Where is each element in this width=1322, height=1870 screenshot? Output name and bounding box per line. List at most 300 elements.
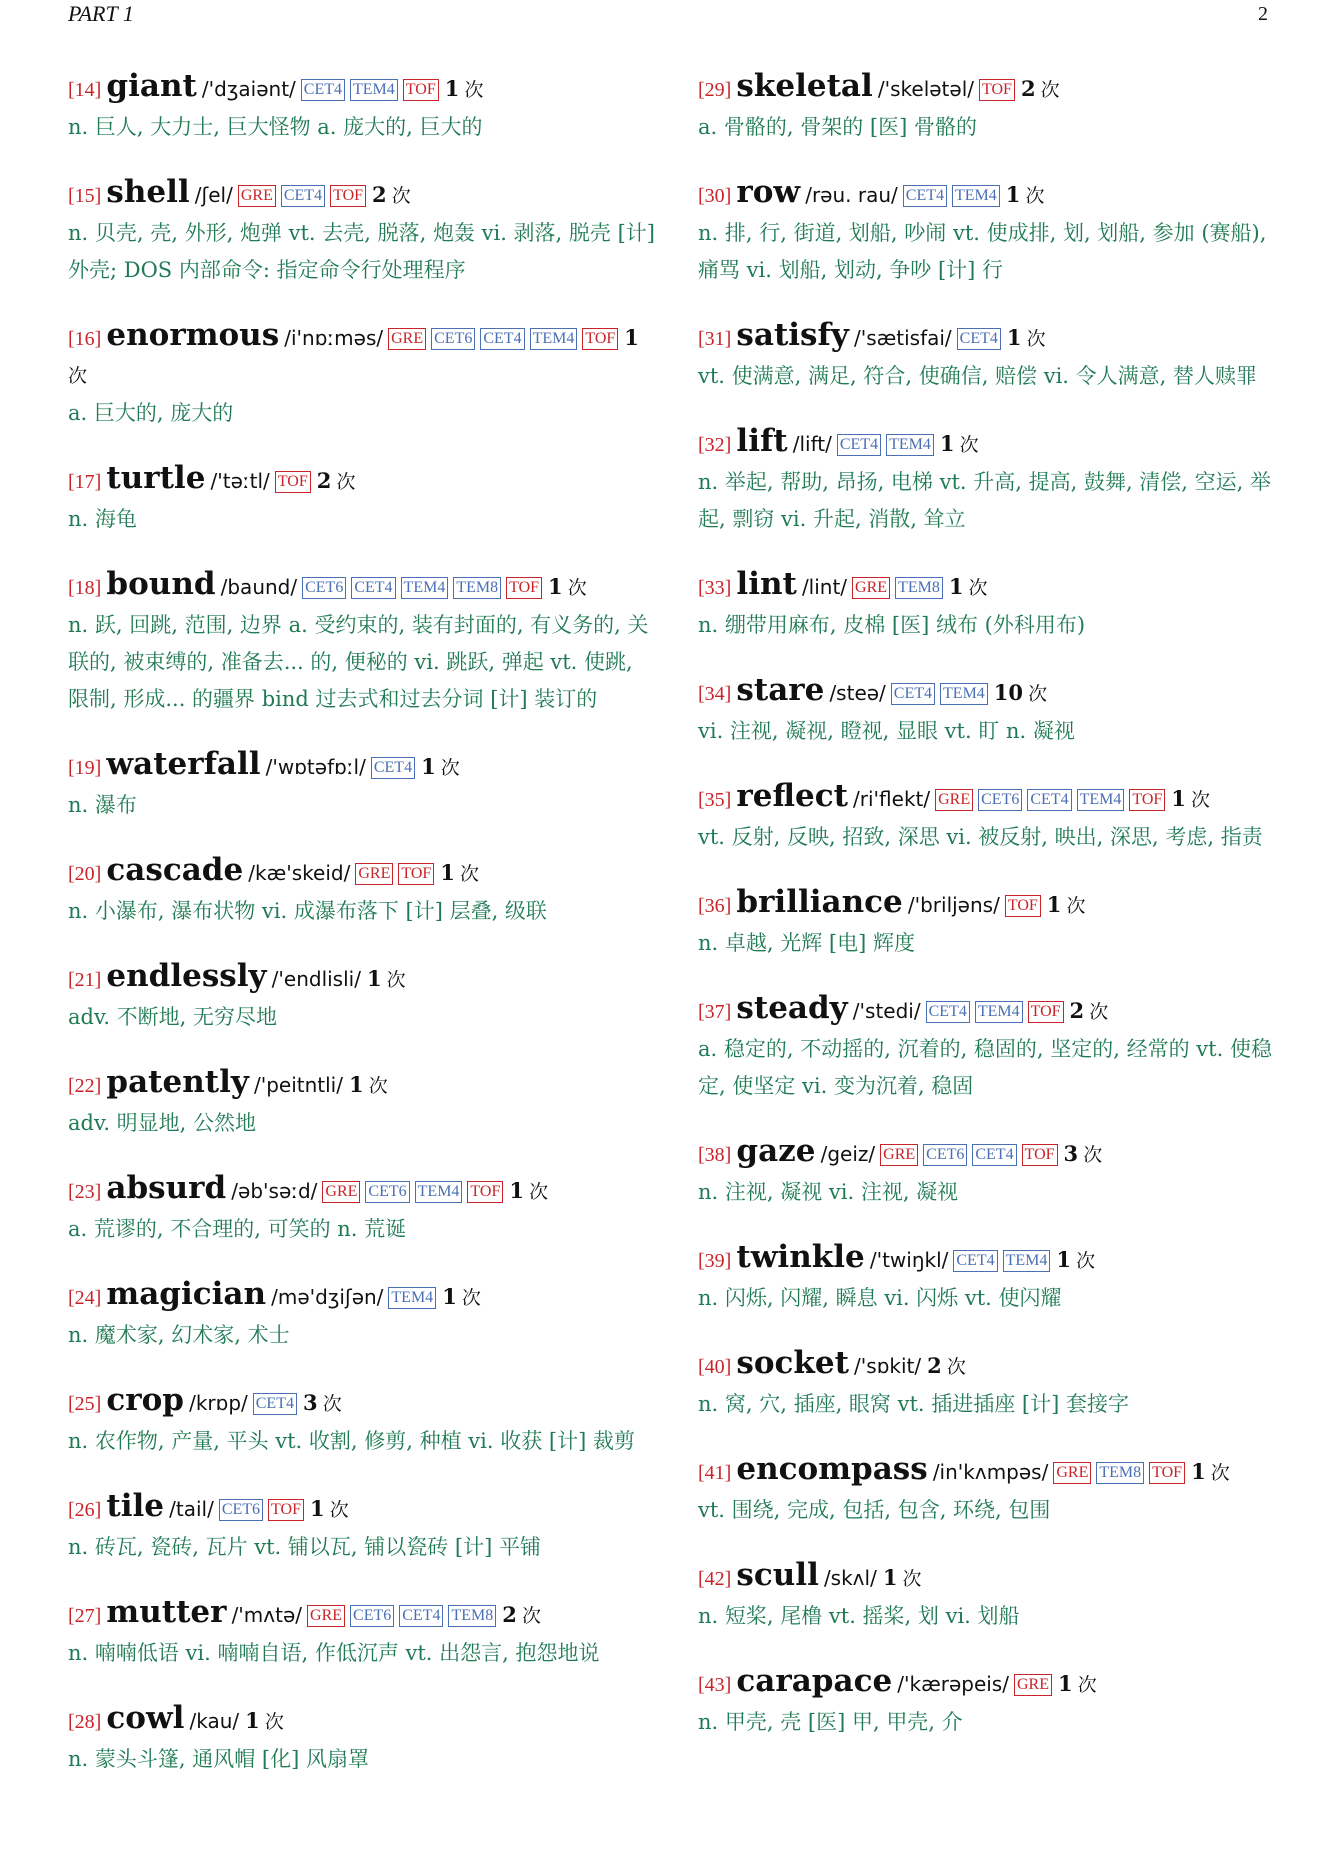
entry-headline [68,68,658,109]
entry-headline [698,1451,1278,1492]
entry-headline [698,317,1278,358]
definition: n. 甲壳, 壳 [医] 甲, 甲壳, 介 [698,1710,963,1734]
headword: stare [736,672,825,708]
exam-tag: GRE [852,577,890,599]
occurrence-count: 1 [366,966,382,991]
exam-tag: TEM4 [415,1181,463,1203]
occurrence-count: 1 [1006,325,1022,350]
vocab-entry [68,460,658,538]
entry-number: [42] [698,1568,732,1590]
vocab-entry [698,423,1278,538]
phonetic: /in'kʌmpəs/ [932,1460,1049,1484]
vocab-entry [698,884,1278,962]
exam-tag: CET4 [953,1250,997,1272]
exam-tag: CET4 [480,328,524,350]
occurrence-count: 1 [882,1565,898,1590]
exam-tag: TEM4 [886,434,934,456]
headword: cascade [106,852,244,888]
occurrence-count: 2 [372,182,387,207]
definition: adv. 不断地, 无穷尽地 [68,1005,278,1029]
exam-tag: CET4 [891,683,935,705]
entry-number: [15] [68,185,102,207]
entry-number: [35] [698,789,732,811]
headword: lift [736,423,788,459]
entry-headline [698,1663,1278,1704]
headword: magician [106,1276,267,1312]
count-unit: 次 [1210,1462,1230,1484]
headword: carapace [736,1663,893,1699]
count-unit: 次 [391,185,411,207]
count-unit: 次 [464,79,484,101]
phonetic: /mə'dʒiʃən/ [271,1285,384,1309]
headword: scull [736,1557,819,1593]
exam-tag: CET6 [978,789,1022,811]
vocab-entry [698,1557,1278,1635]
headword: lint [736,566,797,602]
page-header [68,0,1268,32]
headword: bound [106,566,216,602]
entry-number: [23] [68,1181,102,1203]
exam-tag: CET6 [219,1499,263,1521]
definition: adv. 明显地, 公然地 [68,1111,257,1135]
entry-number: [26] [68,1499,102,1521]
definition: n. 蒙头斗篷, 通风帽 [化] 风扇罩 [68,1747,369,1771]
entry-headline [68,852,658,893]
exam-tag: GRE [1014,1674,1052,1696]
count-unit: 次 [460,863,480,885]
count-unit: 次 [329,1499,349,1521]
entry-number: [38] [698,1144,732,1166]
headword: crop [106,1382,184,1418]
occurrence-count: 10 [993,680,1024,705]
definition: vt. 使满意, 满足, 符合, 使确信, 赔偿 vi. 令人满意, 替人赎罪 [698,364,1258,388]
vocab-entry [68,958,658,1036]
occurrence-count: 1 [442,1284,457,1309]
occurrence-count: 3 [1063,1141,1079,1166]
exam-tag: CET6 [431,328,475,350]
definition: n. 短桨, 尾橹 vt. 摇桨, 划 vi. 划船 [698,1604,1020,1628]
count-unit: 次 [1076,1250,1096,1272]
definition: n. 跃, 回跳, 范围, 边界 a. 受约束的, 装有封面的, 有义务的, 关联的, 被束缚的, 准备去... 的, 便秘的 vi. 跳跃, 弹起 vt. 使跳, 限制, 形成... 的疆界 bind 过去式和过去分词 [计] 装订的 [68,613,649,711]
entry-number: [30] [698,185,732,207]
entry-headline [68,1700,658,1741]
occurrence-count: 1 [1191,1459,1206,1484]
phonetic: /'stedi/ [852,999,921,1023]
phonetic: /ʃel/ [194,183,233,207]
headword: reflect [736,778,848,814]
right-column [698,68,1278,1769]
entry-number: [19] [68,757,102,779]
definition: n. 排, 行, 街道, 划船, 吵闹 vt. 使成排, 划, 划船, 参加 (赛船), 痛骂 vi. 划船, 划动, 争吵 [计] 行 [698,221,1267,282]
headword: shell [106,174,190,210]
definition: vt. 围绕, 完成, 包括, 包含, 环绕, 包围 [698,1498,1051,1522]
part-label: PART 1 [68,1,134,26]
exam-tag: GRE [880,1144,918,1166]
exam-tag: TEM8 [453,577,501,599]
count-unit: 次 [902,1568,922,1590]
count-unit: 次 [1025,185,1045,207]
exam-tag: TOF [268,1499,304,1521]
entry-headline [698,884,1278,925]
headword: patently [106,1064,249,1100]
entry-headline [68,746,658,787]
count-unit: 次 [440,757,460,779]
entry-headline [68,1170,658,1211]
vocab-entry [698,1345,1278,1423]
phonetic: /'wɒtəfɒːl/ [265,755,366,779]
occurrence-count: 1 [348,1072,364,1097]
headword: waterfall [106,746,261,782]
entry-headline [698,672,1278,713]
phonetic: /'sɒkit/ [854,1354,922,1378]
headword: mutter [106,1594,227,1630]
vocab-entry [698,174,1278,289]
occurrence-count: 1 [509,1178,524,1203]
exam-tag: CET6 [923,1144,967,1166]
entry-headline [68,174,658,215]
count-unit: 次 [386,969,406,991]
entry-headline [698,423,1278,464]
phonetic: /'sætisfai/ [853,326,952,350]
occurrence-count: 2 [1020,76,1036,101]
count-unit: 次 [968,577,988,599]
headword: enormous [106,317,280,353]
exam-tag: TEM4 [401,577,449,599]
phonetic: /'twiŋkl/ [869,1248,949,1272]
definition: n. 巨人, 大力士, 巨大怪物 a. 庞大的, 巨大的 [68,115,483,139]
definition: a. 荒谬的, 不合理的, 可笑的 n. 荒诞 [68,1217,407,1241]
exam-tag: GRE [388,328,426,350]
entry-headline [698,990,1278,1031]
definition: a. 巨大的, 庞大的 [68,401,234,425]
exam-tag: CET4 [903,185,947,207]
vocab-entry [68,1700,658,1778]
definition: n. 喃喃低语 vi. 喃喃自语, 作低沉声 vt. 出怨言, 抱怨地说 [68,1641,600,1665]
entry-number: [39] [698,1250,732,1272]
entry-number: [27] [68,1605,102,1627]
phonetic: /kau/ [189,1709,240,1733]
entry-number: [22] [68,1075,102,1097]
phonetic: /i'nɒːməs/ [284,326,384,350]
entry-headline [68,317,658,395]
count-unit: 次 [529,1181,549,1203]
headword: endlessly [106,958,267,994]
exam-tag: TEM4 [975,1001,1023,1023]
exam-tag: TOF [275,471,311,493]
headword: giant [106,68,197,104]
count-unit: 次 [336,471,356,493]
exam-tag: CET4 [399,1605,443,1627]
exam-tag: TEM4 [1077,789,1125,811]
exam-tag: TEM4 [388,1287,436,1309]
vocab-entry [698,778,1278,856]
exam-tag: TEM4 [1003,1250,1051,1272]
vocab-entry [68,746,658,824]
count-unit: 次 [1040,79,1060,101]
occurrence-count: 1 [245,1708,260,1733]
headword: gaze [736,1133,816,1169]
count-unit: 次 [1077,1674,1097,1696]
count-unit: 次 [1089,1001,1109,1023]
entry-headline [698,1239,1278,1280]
entry-headline [68,566,658,607]
entry-headline [698,1133,1278,1174]
headword: absurd [106,1170,227,1206]
exam-tag: CET4 [957,328,1001,350]
phonetic: /lift/ [792,432,832,456]
vocab-entry [698,990,1278,1105]
count-unit: 次 [461,1287,481,1309]
count-unit: 次 [1026,328,1046,350]
phonetic: /'briljəns/ [907,893,1000,917]
headword: skeletal [736,68,873,104]
headword: socket [736,1345,849,1381]
phonetic: /rəu. rau/ [805,183,898,207]
vocab-entry [68,1488,658,1566]
entry-number: [21] [68,969,102,991]
entry-number: [16] [68,328,102,350]
exam-tag: GRE [1053,1462,1091,1484]
exam-tag: CET6 [350,1605,394,1627]
headword: brilliance [736,884,903,920]
phonetic: /ri'flekt/ [853,787,931,811]
entry-number: [43] [698,1674,732,1696]
occurrence-count: 2 [927,1353,942,1378]
headword: steady [736,990,848,1026]
entry-number: [36] [698,895,732,917]
exam-tag: TOF [330,185,366,207]
occurrence-count: 2 [502,1602,517,1627]
exam-tag: GRE [238,185,276,207]
definition: a. 稳定的, 不动摇的, 沉着的, 稳固的, 坚定的, 经常的 vt. 使稳定, 使坚定 vi. 变为沉着, 稳固 [698,1037,1272,1098]
entry-headline [68,958,658,999]
exam-tag: TOF [582,328,618,350]
exam-tag: CET4 [1027,789,1071,811]
occurrence-count: 1 [309,1496,325,1521]
exam-tag: CET4 [837,434,881,456]
definition: n. 窝, 穴, 插座, 眼窝 vt. 插进插座 [计] 套接字 [698,1392,1129,1416]
definition: n. 瀑布 [68,793,137,817]
occurrence-count: 1 [1171,786,1186,811]
count-unit: 次 [368,1075,388,1097]
exam-tag: TEM4 [530,328,578,350]
vocab-entry [698,68,1278,146]
count-unit: 次 [1066,895,1086,917]
entry-headline [68,1594,658,1635]
vocab-entry [68,566,658,718]
definition: vt. 反射, 反映, 招致, 深思 vi. 被反射, 映出, 深思, 考虑, 指责 [698,825,1263,849]
definition: a. 骨骼的, 骨架的 [医] 骨骼的 [698,115,977,139]
vocab-entry [698,1239,1278,1317]
vocab-entry [698,566,1278,644]
definition: n. 海龟 [68,507,137,531]
occurrence-count: 1 [1046,892,1062,917]
exam-tag: CET4 [351,577,395,599]
entry-headline [68,1276,658,1317]
phonetic: /baund/ [220,575,298,599]
exam-tag: GRE [322,1181,360,1203]
count-unit: 次 [567,577,587,599]
occurrence-count: 1 [1056,1247,1071,1272]
exam-tag: TEM8 [895,577,943,599]
phonetic: /'endlisli/ [271,967,361,991]
definition: n. 农作物, 产量, 平头 vt. 收割, 修剪, 种植 vi. 收获 [计] 裁剪 [68,1429,635,1453]
occurrence-count: 1 [624,325,639,350]
entry-headline [68,460,658,501]
exam-tag: CET6 [365,1181,409,1203]
exam-tag: CET4 [371,757,415,779]
phonetic: /skʌl/ [823,1566,877,1590]
entry-headline [698,1557,1278,1598]
vocab-entry [68,852,658,930]
vocab-entry [68,68,658,146]
vocab-entry [68,1594,658,1672]
occurrence-count: 1 [948,574,964,599]
phonetic: /lint/ [801,575,848,599]
exam-tag: TEM4 [350,79,398,101]
occurrence-count: 1 [421,754,436,779]
definition: n. 小瀑布, 瀑布状物 vi. 成瀑布落下 [计] 层叠, 级联 [68,899,547,923]
phonetic: /krɒp/ [189,1391,248,1415]
headword: turtle [106,460,206,496]
entry-headline [698,68,1278,109]
exam-tag: TEM8 [448,1605,496,1627]
definition: n. 举起, 帮助, 昂扬, 电梯 vt. 升高, 提高, 鼓舞, 清偿, 空运, 举起, 剽窃 vi. 升起, 消散, 耸立 [698,470,1272,531]
count-unit: 次 [1028,683,1048,705]
page-number: 2 [1258,3,1268,25]
definition: n. 闪烁, 闪耀, 瞬息 vi. 闪烁 vt. 使闪耀 [698,1286,1062,1310]
exam-tag: GRE [355,863,393,885]
exam-tag: CET4 [281,185,325,207]
entry-number: [14] [68,79,102,101]
vocab-entry [698,672,1278,750]
exam-tag: TEM4 [940,683,988,705]
vocab-entry [68,1382,658,1460]
entry-number: [18] [68,577,102,599]
definition: n. 魔术家, 幻术家, 术士 [68,1323,290,1347]
vocab-entry [68,317,658,432]
occurrence-count: 1 [444,76,460,101]
exam-tag: CET4 [301,79,345,101]
exam-tag: TOF [1149,1462,1185,1484]
phonetic: /əb'səːd/ [231,1179,318,1203]
count-unit: 次 [959,434,979,456]
exam-tag: GRE [935,789,973,811]
entry-headline [698,174,1278,215]
left-column [68,68,658,1806]
vocab-entry [68,1276,658,1354]
phonetic: /steə/ [829,681,886,705]
occurrence-count: 2 [1069,998,1085,1023]
exam-tag: TEM4 [952,185,1000,207]
exam-tag: TEM8 [1096,1462,1144,1484]
entry-number: [41] [698,1462,732,1484]
entry-number: [33] [698,577,732,599]
entry-headline [68,1382,658,1423]
vocab-entry [698,317,1278,395]
vocab-entry [68,174,658,289]
entry-number: [34] [698,683,732,705]
exam-tag: TOF [1022,1144,1058,1166]
exam-tag: CET4 [926,1001,970,1023]
count-unit: 次 [1191,789,1211,811]
headword: row [736,174,801,210]
occurrence-count: 1 [548,574,563,599]
definition: n. 绷带用麻布, 皮棉 [医] 绒布 (外科用布) [698,613,1086,637]
vocab-entry [68,1064,658,1142]
entry-number: [28] [68,1711,102,1733]
exam-tag: TOF [398,863,434,885]
exam-tag: TOF [506,577,542,599]
headword: twinkle [736,1239,865,1275]
headword: satisfy [736,317,849,353]
exam-tag: TOF [1028,1001,1064,1023]
entry-number: [24] [68,1287,102,1309]
headword: encompass [736,1451,928,1487]
phonetic: /'peitntli/ [253,1073,343,1097]
definition: n. 卓越, 光辉 [电] 辉度 [698,931,915,955]
count-unit: 次 [68,365,88,387]
phonetic: /'təːtl/ [210,469,270,493]
entry-number: [25] [68,1393,102,1415]
vocab-entry [698,1451,1278,1529]
entry-headline [698,566,1278,607]
exam-tag: CET4 [972,1144,1016,1166]
occurrence-count: 1 [1005,182,1021,207]
entry-number: [17] [68,471,102,493]
occurrence-count: 1 [440,860,455,885]
exam-tag: TOF [403,79,439,101]
entry-number: [37] [698,1001,732,1023]
phonetic: /'mʌtə/ [231,1603,303,1627]
definition: n. 注视, 凝视 vi. 注视, 凝视 [698,1180,959,1204]
count-unit: 次 [264,1711,284,1733]
entry-headline [698,1345,1278,1386]
count-unit: 次 [946,1356,966,1378]
entry-number: [31] [698,328,732,350]
phonetic: /kæ'skeid/ [248,861,351,885]
exam-tag: TOF [467,1181,503,1203]
phonetic: /geiz/ [820,1142,876,1166]
phonetic: /'kærəpeis/ [897,1672,1009,1696]
exam-tag: TOF [1129,789,1165,811]
entry-number: [40] [698,1356,732,1378]
entry-number: [20] [68,863,102,885]
definition: vi. 注视, 凝视, 瞪视, 显眼 vt. 盯 n. 凝视 [698,719,1075,743]
headword: cowl [106,1700,185,1736]
count-unit: 次 [1083,1144,1103,1166]
entry-headline [68,1488,658,1529]
phonetic: /tail/ [169,1497,214,1521]
occurrence-count: 1 [1057,1671,1073,1696]
exam-tag: TOF [979,79,1015,101]
vocab-entry [698,1663,1278,1741]
exam-tag: CET6 [302,577,346,599]
vocab-entry [68,1170,658,1248]
occurrence-count: 2 [316,468,332,493]
exam-tag: TOF [1005,895,1041,917]
entry-number: [32] [698,434,732,456]
count-unit: 次 [322,1393,342,1415]
phonetic: /'dʒaiənt/ [201,77,296,101]
entry-headline [698,778,1278,819]
occurrence-count: 1 [939,431,955,456]
exam-tag: GRE [307,1605,345,1627]
headword: tile [106,1488,165,1524]
entry-number: [29] [698,79,732,101]
entry-headline [68,1064,658,1105]
phonetic: /'skelətəl/ [877,77,974,101]
